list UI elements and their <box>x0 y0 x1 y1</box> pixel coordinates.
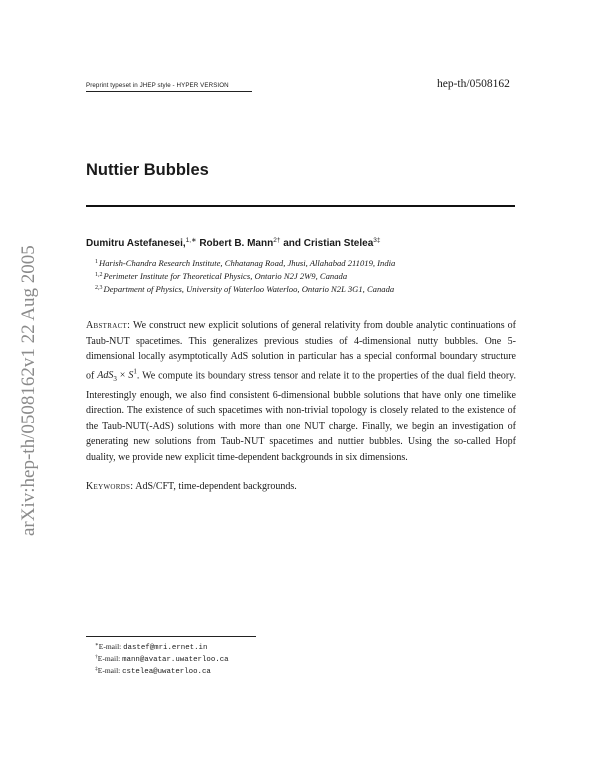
affiliation-text: Harish-Chandra Research Institute, Chhatanag Road, Jhusi, Allahabad 211019, India <box>99 258 396 268</box>
preprint-rule <box>86 91 252 92</box>
footnote-email[interactable]: dastef@mri.ernet.in <box>123 644 208 652</box>
author-mark: 1,∗ <box>185 237 197 244</box>
paper-title: Nuttier Bubbles <box>86 161 209 179</box>
abstract-label: Abstract: <box>86 320 131 331</box>
footnote-email[interactable]: mann@avatar.uwaterloo.ca <box>122 656 229 664</box>
footnote-mark: ∗ <box>95 642 99 648</box>
footnote-rule <box>86 636 256 637</box>
footnote-label: E-mail: <box>97 654 123 663</box>
math-sub: 3 <box>113 375 117 384</box>
footnote-label: E-mail: <box>98 642 124 651</box>
author-name: Dumitru Astefanesei, <box>86 238 186 249</box>
math-ads: AdS <box>97 370 114 382</box>
footnote <box>95 666 211 676</box>
affiliation-text: Perimeter Institute for Theoretical Physics, Ontario N2J 2W9, Canada <box>103 271 348 281</box>
title-rule <box>86 205 515 207</box>
abstract <box>86 318 516 466</box>
abstract-text-cont: . We compute its boundary stress tensor and relate it to the properties of the dual field theory. Interestingly enough, we also find consistent 6-dimensional bubble solutions that have only one timelike direction. The existence of such spacetimes with non-trivial topology is closely related to the existence of the Taub-NUT(-AdS) solutions with more than one NUT charge. Finally, we begin an investigation of generating new solutions from Taub-NUT spacetimes and nuttier bubbles. Using the so-called Hopf duality, we provide new explicit time-dependent backgrounds in six dimensions. <box>86 370 516 464</box>
affiliation <box>95 258 395 268</box>
math-s: S <box>128 370 134 382</box>
report-id: hep-th/0508162 <box>437 78 510 90</box>
footnote-mark: † <box>95 654 98 660</box>
keywords <box>86 481 297 492</box>
author-name: Cristian Stelea <box>303 238 374 249</box>
abstract-math <box>97 367 137 384</box>
abstract-text: We construct new explicit solutions of general relativity from double analytic continuations of Taub-NUT spacetimes. This generalizes previous studies of 4-dimensional nutty bubbles. One 5-dimensional locally asymptotically AdS solution in particular has a special conformal boundary structure of <box>86 320 516 382</box>
keywords-text: AdS/CFT, time-dependent backgrounds. <box>133 481 297 492</box>
keywords-label: Keywords: <box>86 481 134 492</box>
affiliation-mark: 1 <box>95 259 98 265</box>
preprint-note: Preprint typeset in JHEP style - HYPER VERSION <box>86 82 229 89</box>
affiliation-mark: 2,3 <box>95 285 103 291</box>
affiliation-text: Department of Physics, University of Waterloo Waterloo, Ontario N2L 3G1, Canada <box>103 284 395 294</box>
author-mark: 2† <box>273 237 281 244</box>
math-times: × <box>116 370 129 382</box>
author-list <box>86 236 381 249</box>
footnote <box>95 654 229 664</box>
author-and: and <box>280 238 304 249</box>
affiliation-mark: 1,2 <box>95 272 103 278</box>
footnote-label: E-mail: <box>97 666 123 675</box>
footnote-email[interactable]: cstelea@uwaterloo.ca <box>122 668 211 676</box>
math-sup: 1 <box>133 367 137 376</box>
affiliation <box>95 271 347 281</box>
arxiv-stamp: arXiv:hep-th/0508162v1 22 Aug 2005 <box>18 245 39 536</box>
footnote-mark: ‡ <box>95 666 98 672</box>
footnote <box>95 642 207 652</box>
author-name: Robert B. Mann <box>199 238 274 249</box>
affiliation <box>95 284 394 294</box>
author-mark: 3‡ <box>373 237 381 244</box>
